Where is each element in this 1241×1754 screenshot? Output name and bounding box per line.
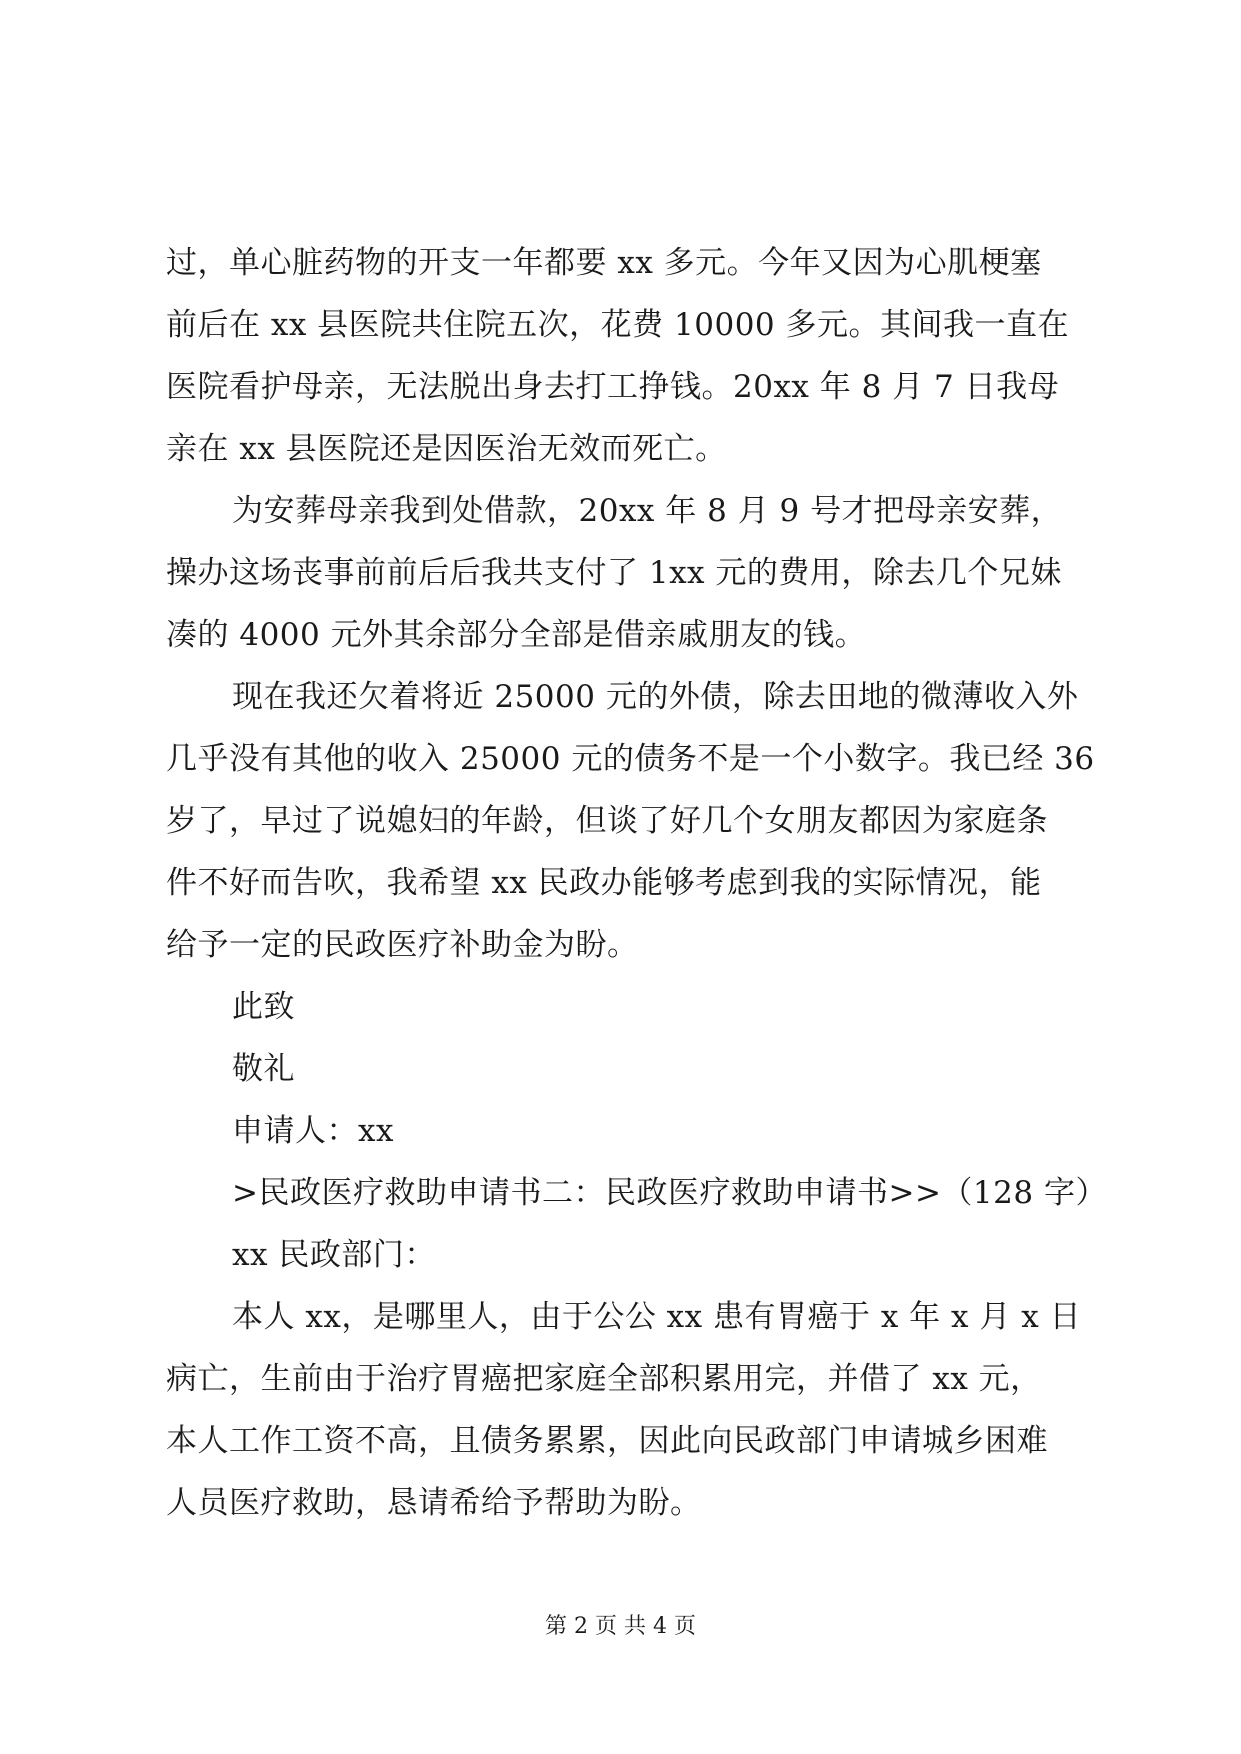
- text-line: 病亡，生前由于治疗胃癌把家庭全部积累用完，并借了 xx 元，: [166, 1361, 1042, 1397]
- text-line: 医院看护母亲，无法脱出身去打工挣钱。20xx 年 8 月 7 日我母: [166, 369, 1060, 405]
- text-line: 给予一定的民政医疗补助金为盼。: [166, 927, 639, 963]
- closing-salutation: 此致: [232, 989, 295, 1025]
- text-line: 为安葬母亲我到处借款，20xx 年 8 月 9 号才把母亲安葬，: [232, 493, 1063, 529]
- text-line: 前后在 xx 县医院共住院五次，花费 10000 多元。其间我一直在: [166, 307, 1069, 343]
- text-line: 凑的 4000 元外其余部分全部是借亲戚朋友的钱。: [166, 617, 867, 653]
- text-line: 岁了，早过了说媳妇的年龄，但谈了好几个女朋友都因为家庭条: [166, 803, 1048, 839]
- applicant-signature: 申请人：xx: [232, 1113, 394, 1149]
- text-line: 人员医疗救助，恳请希给予帮助为盼。: [166, 1485, 702, 1521]
- text-line: 本人 xx，是哪里人，由于公公 xx 患有胃癌于 x 年 x 月 x 日: [232, 1299, 1082, 1335]
- text-line: 过，单心脏药物的开支一年都要 xx 多元。今年又因为心肌梗塞: [166, 245, 1042, 281]
- text-line: 几乎没有其他的收入 25000 元的债务不是一个小数字。我已经 36: [166, 741, 1095, 777]
- page-number-footer: 第 2 页 共 4 页: [545, 1614, 696, 1639]
- closing-regards: 敬礼: [232, 1051, 295, 1087]
- section-heading: >民政医疗救助申请书二：民政医疗救助申请书>>（128 字）: [232, 1175, 1107, 1211]
- text-line: 现在我还欠着将近 25000 元的外债，除去田地的微薄收入外: [232, 679, 1079, 715]
- text-line: 操办这场丧事前前后后我共支付了 1xx 元的费用，除去几个兄妹: [166, 555, 1062, 591]
- document-body: [166, 232, 1107, 1534]
- text-line: 亲在 xx 县医院还是因医治无效而死亡。: [166, 431, 727, 467]
- recipient-line: xx 民政部门：: [232, 1237, 436, 1273]
- text-line: 件不好而告吹，我希望 xx 民政办能够考虑到我的实际情况，能: [166, 865, 1042, 901]
- text-line: 本人工作工资不高，且债务累累，因此向民政部门申请城乡困难: [166, 1423, 1048, 1459]
